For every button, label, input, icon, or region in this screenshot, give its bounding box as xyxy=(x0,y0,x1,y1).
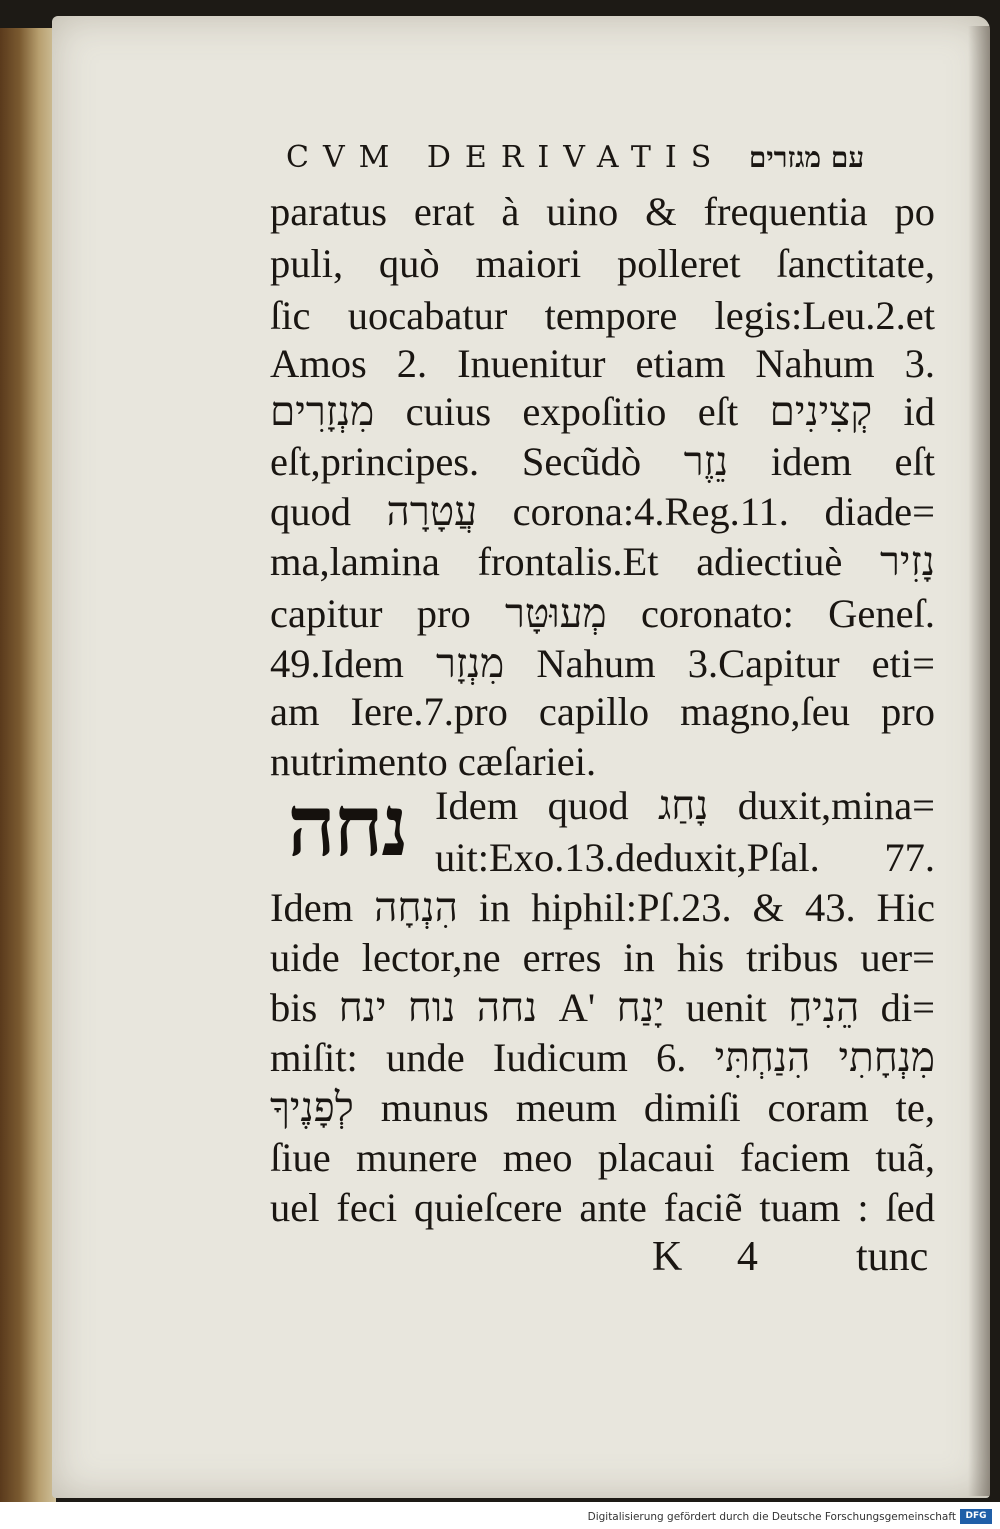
dfg-logo: DFG xyxy=(960,1509,992,1524)
text-line: uel feci quieſcere ante faciẽ tuam : ſed xyxy=(270,1185,935,1230)
page-edge-shadow xyxy=(968,26,990,1496)
text-line: uide lector,ne erres in his tribus uer= xyxy=(270,935,935,980)
text-line: capitur pro מְעוּטָּר coronato: Geneſ. xyxy=(270,591,935,636)
text-line: miſit: unde Iudicum 6. מִנְחָתִי הִנַחְתִּי xyxy=(270,1035,935,1080)
text-line: am Iere.7.pro capillo magno,ſeu pro xyxy=(270,689,935,734)
entry-line: Idem quod נָחַג duxit,mina= xyxy=(435,783,936,828)
running-head xyxy=(286,140,886,175)
running-head-hebrew: עם מגזרים xyxy=(748,141,865,174)
text-line: לְפָנֶיךָ munus meum dimiſi coram te, xyxy=(270,1085,935,1130)
catchword: tunc xyxy=(856,1234,929,1280)
text-line: eſt,principes. Secũdò נֵזֶר idem eſt xyxy=(270,439,935,484)
text-line: nutrimento cæſariei. xyxy=(270,739,597,784)
text-line: ma,lamina frontalis.Et adiectiuè נָזִיר xyxy=(270,539,935,584)
text-line: ſic uocabatur tempore legis:Leu.2.et xyxy=(270,293,935,338)
running-head-latin: CVM DERIVATIS xyxy=(286,140,726,175)
text-line: Idem הִנְחָה in hiphil:Pſ.23. & 43. Hic xyxy=(270,885,936,930)
entry-initial-hebrew: נחה xyxy=(287,776,407,875)
signature-mark: K 4 xyxy=(652,1234,780,1280)
text-line: מִנְזָרִים cuius expoſitio eſt קְצִינִים id xyxy=(270,389,935,434)
text-line: quod עֲטָרָה corona:4.Reg.11. diade= xyxy=(270,489,935,534)
text-line: puli, quò maiori polleret ſanctitate, xyxy=(270,241,935,286)
text-line: paratus erat à uino & frequentia po xyxy=(270,189,935,234)
text-line: Amos 2. Inuenitur etiam Nahum 3. xyxy=(270,341,935,386)
text-line: bis נחה נוח ינח A' יָנַח uenit הֵנִיחַ di= xyxy=(270,985,936,1030)
entry-line: uit:Exo.13.deduxit,Pſal. 77. xyxy=(435,835,935,880)
text-line: 49.Idem מִנְזָר Nahum 3.Capitur eti= xyxy=(270,641,935,686)
text-line: ſiue munere meo placaui faciem tuã, xyxy=(270,1135,935,1180)
funding-credit: Digitalisierung gefördert durch die Deutsche Forschungsgemeinschaft xyxy=(587,1511,956,1523)
book-spine xyxy=(0,28,56,1502)
